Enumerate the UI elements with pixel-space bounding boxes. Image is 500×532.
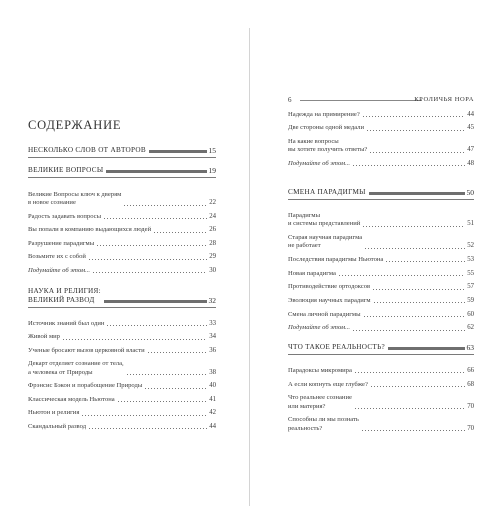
dot-leader xyxy=(62,339,207,340)
section-page-number: 63 xyxy=(466,343,474,352)
entry-page-number: 38 xyxy=(209,368,216,376)
toc-entry xyxy=(288,270,474,278)
entry-page-number: 44 xyxy=(209,422,216,430)
section-rule xyxy=(28,177,216,178)
entry-title: Классическая модель Ньютона xyxy=(28,395,115,403)
running-head xyxy=(288,96,474,106)
entry-title: Радость задавать вопросы xyxy=(28,212,102,220)
dot-leader xyxy=(370,386,465,387)
toc-entry xyxy=(288,381,474,389)
toc-entry xyxy=(288,256,474,264)
toc-entry xyxy=(288,311,474,319)
right-top-entries xyxy=(288,111,474,168)
entry-page-number: 24 xyxy=(209,212,216,220)
entry-title: Подумайте об этом... xyxy=(288,159,351,167)
entry-title: Способны ли мы познать реальность? xyxy=(288,416,359,432)
toc-entry xyxy=(28,423,216,431)
section-heading-label: ЧТО ТАКОЕ РЕАЛЬНОСТЬ? xyxy=(288,343,386,351)
dot-leader xyxy=(106,325,207,326)
dot-leader xyxy=(385,261,465,262)
toc-entry xyxy=(288,160,474,168)
dot-leader xyxy=(352,330,465,331)
toc-entry xyxy=(28,382,216,390)
section-heading xyxy=(288,343,474,352)
dot-leader xyxy=(354,408,465,409)
dot-leader xyxy=(373,302,466,303)
entry-page-number: 53 xyxy=(467,255,474,263)
entry-title: На какие вопросы вы хотите получить ответы? xyxy=(288,137,368,154)
entry-title: Фрэнсис Бэкон и порабощение Природы xyxy=(28,382,143,390)
toc-entry xyxy=(288,367,474,375)
section-heading xyxy=(288,188,474,197)
entry-page-number: 28 xyxy=(209,239,216,247)
section-heading-label: СМЕНА ПАРАДИГМЫ xyxy=(288,188,366,196)
page-number: 6 xyxy=(288,96,292,104)
toc-entry xyxy=(28,240,216,248)
entry-page-number: 47 xyxy=(467,146,474,154)
toc-section xyxy=(288,343,474,433)
entry-title: Парадоксы микромира xyxy=(288,367,352,374)
book-title: КРОЛИЧЬЯ НОРА xyxy=(414,96,474,103)
entry-page-number: 52 xyxy=(467,242,474,250)
toc-entry xyxy=(288,124,474,132)
dot-leader xyxy=(372,289,465,290)
entry-title: Разрушение парадигмы xyxy=(28,239,95,247)
section-heading-label: ВЕЛИКИЕ ВОПРОСЫ xyxy=(28,166,104,174)
toc-entry xyxy=(28,360,216,377)
dot-leader xyxy=(362,116,465,117)
entry-page-number: 70 xyxy=(467,424,474,432)
entry-page-number: 41 xyxy=(209,395,216,403)
dot-leader xyxy=(338,275,465,276)
dot-leader xyxy=(81,415,207,416)
section-rule xyxy=(288,199,474,200)
section-rule xyxy=(28,307,216,308)
toc-entry xyxy=(28,213,216,221)
section-heading xyxy=(28,166,216,175)
toc-entry xyxy=(28,191,216,208)
dot-leader xyxy=(88,259,207,260)
toc-entry xyxy=(28,396,216,404)
dot-leader xyxy=(117,401,207,402)
toc-section xyxy=(28,287,216,431)
entry-title: Эволюция научных парадигм xyxy=(288,297,371,305)
entry-title: Ученые бросают вызов церковной власти xyxy=(28,346,145,354)
page-gutter xyxy=(249,28,250,506)
dot-leader xyxy=(144,388,207,389)
toc-section xyxy=(28,146,216,158)
entry-page-number: 45 xyxy=(467,124,474,132)
toc-entry xyxy=(288,111,474,119)
toc-entry xyxy=(288,283,474,291)
section-heading-bar xyxy=(149,150,206,154)
left-page xyxy=(28,0,216,532)
entry-title: Смена личной парадигмы xyxy=(288,310,361,318)
entry-title: Старая научная парадигма не работает xyxy=(288,233,363,250)
entry-page-number: 68 xyxy=(467,380,474,388)
section-rule xyxy=(28,157,216,158)
running-head-rule xyxy=(300,100,422,101)
section-heading-label: НАУКА И РЕЛИГИЯ: ВЕЛИКИЙ РАЗВОД xyxy=(28,287,101,304)
entry-page-number: 34 xyxy=(209,333,216,341)
section-page-number: 15 xyxy=(208,146,216,155)
section-heading xyxy=(28,287,216,305)
entry-page-number: 48 xyxy=(467,159,474,167)
entry-title: Живой мир xyxy=(28,333,60,341)
toc-entry xyxy=(288,212,474,229)
entry-page-number: 29 xyxy=(209,253,216,261)
toc-entry xyxy=(288,138,474,155)
dot-leader xyxy=(147,352,208,353)
entry-page-number: 44 xyxy=(467,111,474,118)
entry-page-number: 36 xyxy=(209,346,216,354)
section-heading-bar xyxy=(106,170,206,174)
section-page-number: 32 xyxy=(208,296,216,305)
section-heading-bar xyxy=(388,347,464,351)
entry-page-number: 22 xyxy=(209,199,216,207)
right-page xyxy=(288,0,474,532)
entry-title: Парадигмы и системы представлений xyxy=(288,212,361,228)
entry-title: Подумайте об этом... xyxy=(28,266,91,274)
section-heading xyxy=(28,146,216,155)
dot-leader xyxy=(352,165,465,166)
toc-section xyxy=(288,188,474,333)
entry-page-number: 26 xyxy=(209,226,216,234)
section-heading-bar xyxy=(104,300,207,304)
toc-entry xyxy=(28,253,216,261)
dot-leader xyxy=(363,316,466,317)
dot-leader xyxy=(123,205,207,206)
entry-title: Великие Вопросы ключ к дверям в новое сознание xyxy=(28,191,122,207)
entry-title: Две стороны одной медали xyxy=(288,124,365,132)
section-page-number: 19 xyxy=(208,166,216,175)
dot-leader xyxy=(366,130,465,131)
entry-page-number: 57 xyxy=(467,283,474,291)
entry-page-number: 62 xyxy=(467,324,474,332)
entry-title: Противодействие ортодоксов xyxy=(288,283,371,291)
dot-leader xyxy=(92,272,207,273)
entry-title: Источник знаний был один xyxy=(28,320,105,327)
entry-title: Что реальнее сознание или материя? xyxy=(288,394,352,410)
dot-leader xyxy=(362,226,465,227)
entry-page-number: 30 xyxy=(209,266,216,274)
dot-leader xyxy=(364,248,465,249)
section-heading-label: НЕСКОЛЬКО СЛОВ ОТ АВТОРОВ xyxy=(28,146,147,154)
section-page-number: 50 xyxy=(466,188,474,197)
dot-leader xyxy=(361,430,465,431)
entry-title: Скандальный развод xyxy=(28,422,87,430)
dot-leader xyxy=(88,428,207,429)
entry-page-number: 70 xyxy=(467,402,474,410)
entry-page-number: 42 xyxy=(209,409,216,417)
entry-page-number: 66 xyxy=(467,367,474,374)
toc-entry xyxy=(288,297,474,305)
toc-entry xyxy=(28,226,216,234)
toc-section xyxy=(28,166,216,275)
dot-leader xyxy=(103,218,207,219)
section-rule xyxy=(288,354,474,355)
entry-title: Последствия парадигмы Ньютона xyxy=(288,255,384,263)
entry-page-number: 55 xyxy=(467,269,474,277)
entry-page-number: 59 xyxy=(467,297,474,305)
entry-page-number: 51 xyxy=(467,220,474,228)
section-heading-bar xyxy=(369,192,465,196)
entry-title: Декарт отделяет сознание от тела, а человека от Природы xyxy=(28,360,124,376)
toc-entry xyxy=(28,409,216,417)
dot-leader xyxy=(126,374,208,375)
toc-entry xyxy=(288,234,474,251)
dot-leader xyxy=(369,152,465,153)
toc-title: СОДЕРЖАНИЕ xyxy=(28,118,122,132)
entry-page-number: 60 xyxy=(467,310,474,318)
dot-leader xyxy=(153,232,207,233)
entry-page-number: 40 xyxy=(209,382,216,390)
toc-entry xyxy=(28,347,216,355)
toc-entry xyxy=(288,416,474,433)
toc-entry xyxy=(28,320,216,328)
entry-title: Подумайте об этом... xyxy=(288,324,351,332)
dot-leader xyxy=(96,245,207,246)
toc-entry xyxy=(288,324,474,332)
entry-title: Ньютон и религия xyxy=(28,409,80,417)
entry-title: Новая парадигма xyxy=(288,269,336,277)
entry-title: Надежда на примирение? xyxy=(288,111,360,118)
toc-entry xyxy=(28,267,216,275)
toc-entry xyxy=(288,394,474,411)
toc-entry xyxy=(28,333,216,341)
entry-title: Вы попали в компанию выдающихся людей xyxy=(28,226,152,234)
entry-title: Возьмите их с собой xyxy=(28,253,86,261)
entry-title: А если копнуть еще глубже? xyxy=(288,380,368,388)
entry-page-number: 33 xyxy=(209,320,216,327)
dot-leader xyxy=(354,372,465,373)
